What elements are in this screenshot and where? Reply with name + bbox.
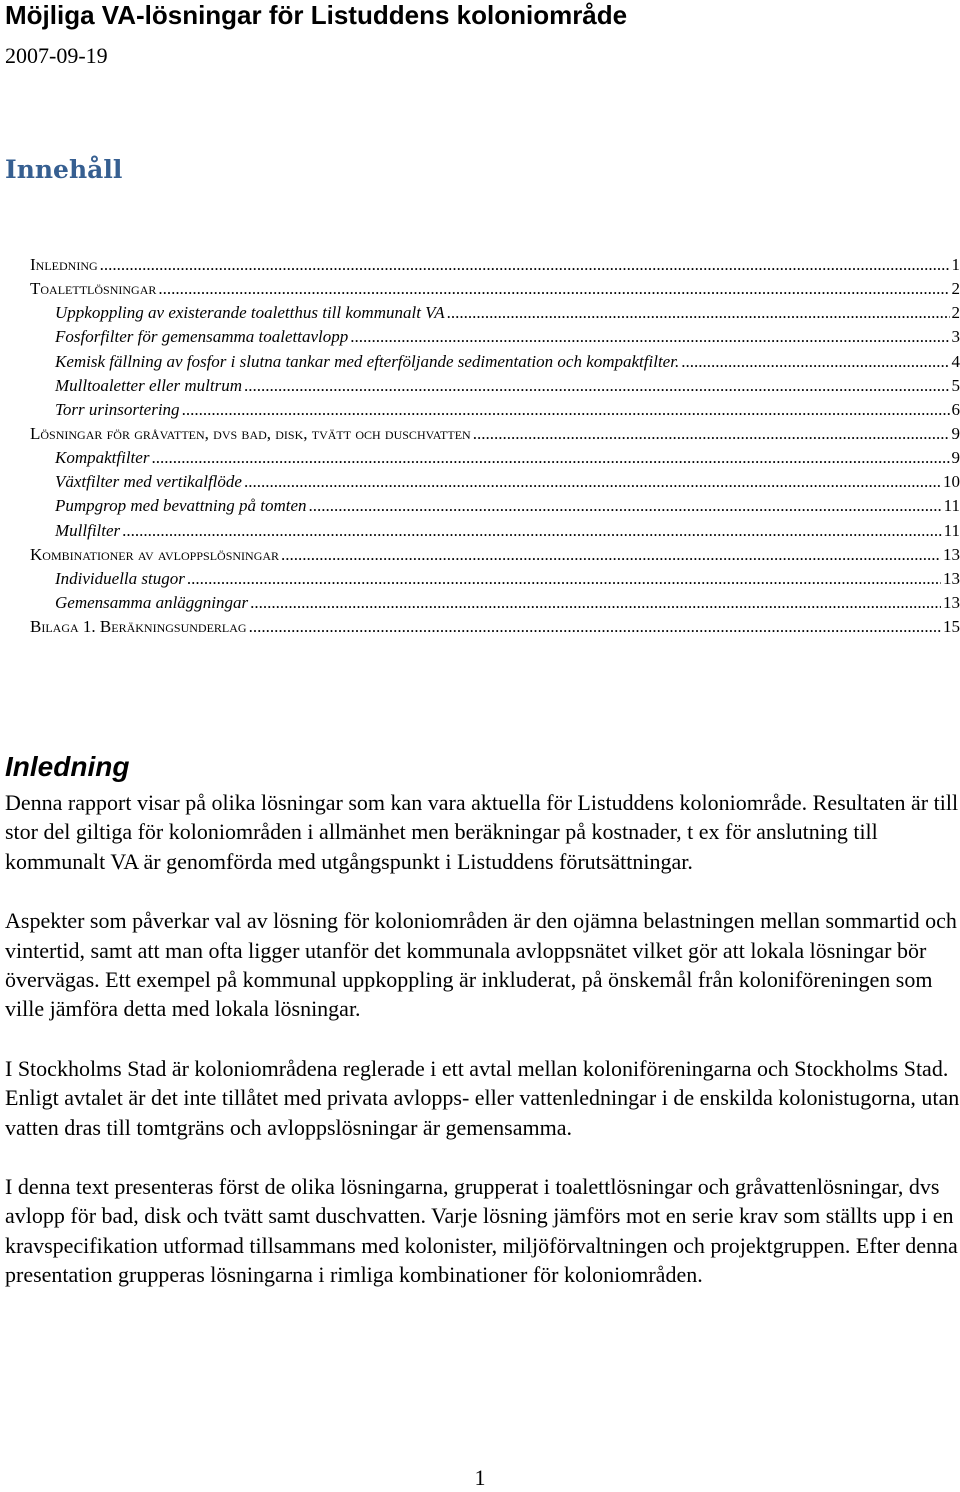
toc-entry-label: Kompaktfilter bbox=[55, 446, 149, 470]
toc-entry-label: Toalettlösningar bbox=[30, 277, 156, 301]
toc-dot-leader bbox=[350, 325, 949, 349]
table-of-contents bbox=[30, 253, 960, 639]
toc-dot-leader bbox=[182, 398, 950, 422]
toc-entry-label: Kemisk fällning av fosfor i slutna tankar med efterföljande sedimentation och kompaktfilter. bbox=[55, 350, 679, 374]
toc-heading: Innehåll bbox=[5, 152, 122, 188]
toc-dot-leader bbox=[122, 519, 941, 543]
toc-entry-page: 13 bbox=[943, 567, 960, 591]
toc-entry-label: Lösningar för gråvatten, dvs bad, disk, tvätt och duschvatten bbox=[30, 422, 471, 446]
toc-dot-leader bbox=[681, 350, 949, 374]
body-paragraph: I denna text presenteras först de olika lösningarna, grupperat i toalettlösningar och gråvattenlösningar, dvs avlopp för bad, disk och tvätt samt duschvatten. Varje lösning jämförs mot en serie krav som ställts upp i en kravspecifikation utformad tillsammans med kolonister, miljöförvaltningen och projektgruppen. Efter denna presentation grupperas lösningarna i rimliga kombinationer för koloniområden. bbox=[5, 1172, 960, 1290]
toc-entry-page: 1 bbox=[952, 253, 960, 277]
toc-entry[interactable] bbox=[30, 615, 960, 639]
toc-entry-page: 5 bbox=[952, 374, 960, 398]
toc-dot-leader bbox=[244, 374, 950, 398]
toc-entry-page: 9 bbox=[952, 446, 960, 470]
toc-dot-leader bbox=[187, 567, 941, 591]
toc-entry-page: 2 bbox=[952, 277, 960, 301]
toc-entry[interactable] bbox=[30, 470, 960, 494]
toc-dot-leader bbox=[244, 470, 941, 494]
body-paragraph: Denna rapport visar på olika lösningar som kan vara aktuella för Listuddens koloniområde. Resultaten är till stor del giltiga för koloniområden i allmänhet men beräkningar på kostnader, t ex för anslutning till kommunalt VA är genomförda med utgångspunkt i Listuddens förutsättningar. bbox=[5, 788, 960, 876]
toc-dot-leader bbox=[473, 422, 950, 446]
toc-entry-label: Gemensamma anläggningar bbox=[55, 591, 248, 615]
toc-dot-leader bbox=[100, 253, 950, 277]
toc-entry[interactable] bbox=[30, 253, 960, 277]
toc-entry-page: 11 bbox=[944, 519, 960, 543]
toc-entry-page: 13 bbox=[943, 543, 960, 567]
toc-entry-page: 6 bbox=[952, 398, 960, 422]
toc-entry-page: 2 bbox=[952, 301, 960, 325]
toc-entry-label: Fosforfilter för gemensamma toalettavlopp bbox=[55, 325, 348, 349]
toc-entry[interactable] bbox=[30, 374, 960, 398]
section-body bbox=[5, 788, 960, 1320]
toc-entry-label: Mulltoaletter eller multrum bbox=[55, 374, 242, 398]
toc-entry[interactable] bbox=[30, 350, 960, 374]
toc-entry[interactable] bbox=[30, 325, 960, 349]
toc-dot-leader bbox=[151, 446, 949, 470]
toc-entry-page: 11 bbox=[944, 494, 960, 518]
toc-entry-label: Bilaga 1. Beräkningsunderlag bbox=[30, 615, 247, 639]
toc-entry-page: 10 bbox=[943, 470, 960, 494]
toc-entry-page: 3 bbox=[952, 325, 960, 349]
toc-entry-label: Inledning bbox=[30, 253, 98, 277]
toc-entry-page: 4 bbox=[952, 350, 960, 374]
document-title: Möjliga VA-lösningar för Listuddens koloniområde bbox=[5, 0, 627, 32]
toc-dot-leader bbox=[447, 301, 950, 325]
toc-entry[interactable] bbox=[30, 446, 960, 470]
toc-dot-leader bbox=[281, 543, 941, 567]
document-date: 2007-09-19 bbox=[5, 42, 108, 70]
toc-entry-page: 13 bbox=[943, 591, 960, 615]
toc-entry-page: 9 bbox=[952, 422, 960, 446]
toc-entry-label: Uppkoppling av existerande toaletthus till kommunalt VA bbox=[55, 301, 445, 325]
section-heading: Inledning bbox=[5, 748, 129, 786]
toc-entry[interactable] bbox=[30, 543, 960, 567]
toc-entry-label: Pumpgrop med bevattning på tomten bbox=[55, 494, 307, 518]
toc-entry-label: Mullfilter bbox=[55, 519, 120, 543]
toc-dot-leader bbox=[249, 615, 941, 639]
toc-entry[interactable] bbox=[30, 519, 960, 543]
body-paragraph: I Stockholms Stad är koloniområdena reglerade i ett avtal mellan koloniföreningarna och Stockholms Stad. Enligt avtalet är det inte tillåtet med privata avlopps- eller vattenledningar i de enskilda kolonistugorna, utan vatten dras till tomtgräns och avloppslösningar är gemensamma. bbox=[5, 1054, 960, 1142]
body-paragraph: Aspekter som påverkar val av lösning för koloniområden är den ojämna belastningen mellan sommartid och vintertid, samt att man ofta ligger utanför det kommunala avloppsnätet vilket gör att lokala lösningar bör övervägas. Ett exempel på kommunal uppkoppling är inkluderat, på önskemål från koloniföreningen som ville jämföra detta med lokala lösningar. bbox=[5, 906, 960, 1024]
toc-entry-page: 15 bbox=[943, 615, 960, 639]
toc-entry-label: Individuella stugor bbox=[55, 567, 185, 591]
toc-entry[interactable] bbox=[30, 494, 960, 518]
toc-entry-label: Kombinationer av avloppslösningar bbox=[30, 543, 279, 567]
toc-entry[interactable] bbox=[30, 567, 960, 591]
toc-entry-label: Växtfilter med vertikalflöde bbox=[55, 470, 242, 494]
toc-entry[interactable] bbox=[30, 301, 960, 325]
toc-entry-label: Torr urinsortering bbox=[55, 398, 180, 422]
toc-entry[interactable] bbox=[30, 277, 960, 301]
toc-dot-leader bbox=[309, 494, 942, 518]
toc-dot-leader bbox=[158, 277, 949, 301]
toc-entry[interactable] bbox=[30, 591, 960, 615]
toc-entry[interactable] bbox=[30, 398, 960, 422]
toc-entry[interactable] bbox=[30, 422, 960, 446]
page-number: 1 bbox=[0, 1464, 960, 1492]
toc-dot-leader bbox=[250, 591, 941, 615]
